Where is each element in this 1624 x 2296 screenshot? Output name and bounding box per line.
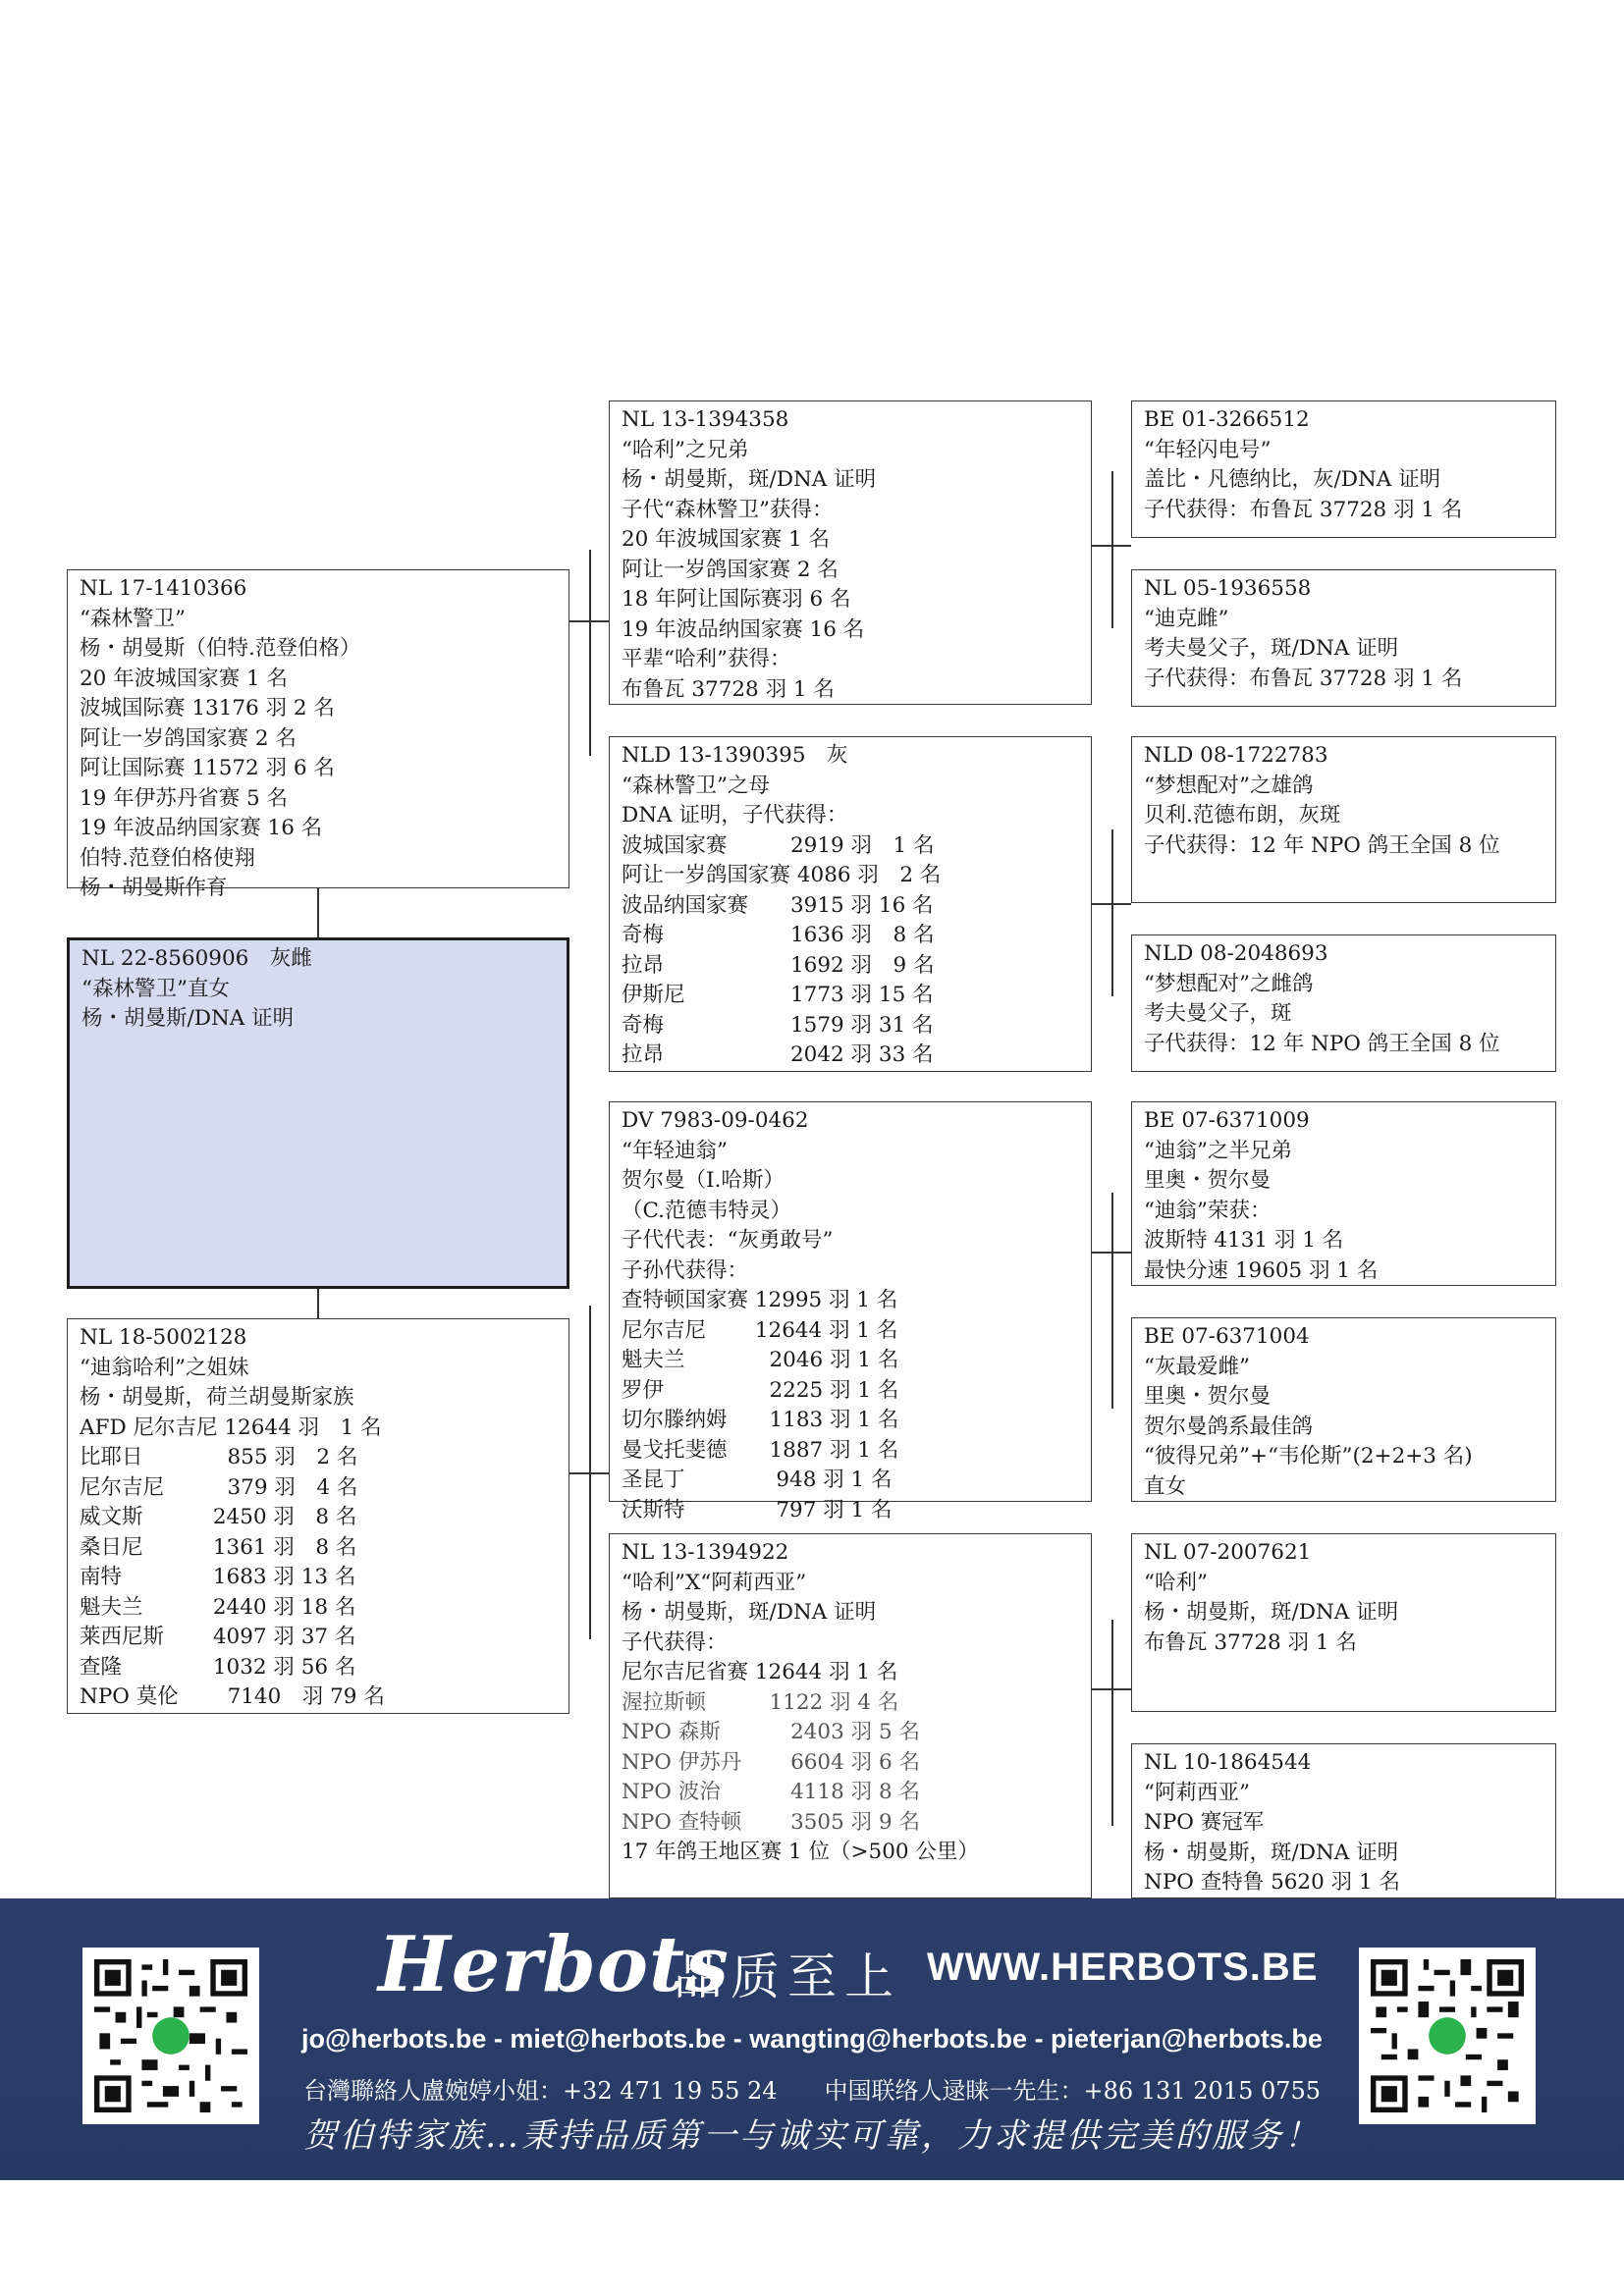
pedigree-line: 比耶日 855 羽 2 名: [80, 1445, 358, 1469]
pedigree-line: “年轻闪电号”: [1144, 437, 1272, 462]
footer-banner: [0, 1898, 1624, 2180]
pedigree-line: 19 年波品纳国家赛 16 名: [622, 616, 865, 642]
ring-number: NL 13-1394358: [622, 407, 789, 432]
pedigree-line: 曼戈托斐德 1887 羽 1 名: [622, 1437, 899, 1463]
pedigree-line: NPO 查特鲁 5620 羽 1 名: [1144, 1870, 1400, 1895]
ring-number: NL 05-1936558: [1144, 576, 1312, 601]
pedigree-line: “迪翁”荣获：: [1144, 1198, 1272, 1223]
pedigree-line: 杨・胡曼斯，斑/DNA 证明: [622, 1600, 877, 1625]
connector-dd-bracket: [1111, 1620, 1113, 1826]
pedigree-line: 波斯特 4131 羽 1 名: [1144, 1228, 1344, 1253]
connector-ds-bracket: [1111, 1193, 1113, 1409]
pedigree-line: 杨・胡曼斯，斑/DNA 证明: [1144, 1600, 1399, 1625]
ring-number: NL 17-1410366: [80, 576, 247, 601]
pedigree-line: NPO 波治 4118 羽 8 名: [622, 1780, 920, 1804]
company-motto: 贺伯特家族…秉持品质第一与诚实可靠，力求提供完美的服务！: [303, 2116, 1321, 2156]
ring-number: NL 18-5002128: [80, 1325, 247, 1350]
pedigree-line: 布鲁瓦 37728 羽 1 名: [1144, 1629, 1357, 1655]
pedigree-line: 子代获得：12 年 NPO 鸽王全国 8 位: [1144, 1031, 1500, 1056]
pedigree-line: 波城国家赛 2919 羽 1 名: [622, 832, 935, 858]
connector-sire-bracket: [589, 550, 591, 756]
pedigree-line: NPO 伊苏丹 6604 羽 6 名: [622, 1749, 920, 1775]
pedigree-line: “森林警卫”之母: [622, 773, 770, 798]
pedigree-line: NPO 查特顿 3505 羽 9 名: [622, 1809, 920, 1835]
pedigree-card-sdd: [1131, 934, 1556, 1072]
pedigree-line: 里奥・贺尔曼: [1144, 1168, 1272, 1193]
pedigree-line: 子代“森林警卫”获得：: [622, 497, 834, 522]
pedigree-line: “哈利”之兄弟: [622, 437, 749, 462]
website-link[interactable]: WWW.HERBOTS.BE: [927, 1946, 1319, 1989]
ring-number: NL 22-8560906 灰雌: [81, 946, 312, 971]
brand-slogan: 品质至上: [674, 1949, 901, 2005]
pedigree-line: 奇梅 1636 羽 8 名: [622, 923, 935, 947]
contact-phones: 台灣聯絡人盧婉婷小姐：+32 471 19 55 24 中国联络人逯睐一先生：+86 131 2015 0755: [302, 2077, 1322, 2105]
pedigree-line: “灰最爱雌”: [1144, 1354, 1250, 1379]
pedigree-line: 贺尔曼鸽系最佳鸽: [1144, 1414, 1314, 1439]
pedigree-line: 子代获得：: [622, 1629, 728, 1655]
pedigree-line: 杨・胡曼斯/DNA 证明: [81, 1006, 295, 1031]
pedigree-line: （C.范德韦特灵）: [622, 1198, 792, 1223]
pedigree-line: 南特 1683 羽 13 名: [80, 1565, 356, 1589]
pedigree-line: 布鲁瓦 37728 羽 1 名: [622, 676, 835, 702]
pedigree-line: 17 年鸽王地区赛 1 位（>500 公里）: [622, 1840, 979, 1864]
pedigree-card-ddd: [1131, 1743, 1556, 1898]
pedigree-line: 阿让一岁鸽国家赛 2 名: [80, 725, 297, 751]
ring-number: NL 10-1864544: [1144, 1750, 1312, 1775]
pedigree-card-dds: [1131, 1533, 1556, 1712]
pedigree-card-sire: [67, 569, 569, 900]
pedigree-line: NPO 莫伦 7140 羽 79 名: [80, 1684, 385, 1709]
pedigree-line: 拉昂 1692 羽 9 名: [622, 952, 935, 978]
pedigree-line: NPO 森斯 2403 羽 5 名: [622, 1720, 920, 1744]
pedigree-line: 20 年波城国家赛 1 名: [80, 666, 289, 691]
pedigree-line: “森林警卫”: [80, 606, 186, 631]
pedigree-line: 考夫曼父子，斑: [1144, 1001, 1292, 1026]
pedigree-line: 阿让国际赛 11572 羽 6 名: [80, 756, 335, 780]
ring-number: BE 07-6371009: [1144, 1108, 1310, 1133]
connector-dam-bracket: [589, 1306, 591, 1639]
pedigree-line: 查隆 1032 羽 56 名: [80, 1654, 356, 1680]
pedigree-line: “梦想配对”之雌鸽: [1144, 971, 1314, 996]
pedigree-line: AFD 尼尔吉尼 12644 羽 1 名: [80, 1415, 382, 1440]
contact-emails[interactable]: jo@herbots.be - miet@herbots.be - wangting@herbots.be - pieterjan@herbots.be: [301, 2024, 1323, 2054]
pedigree-line: 杨・胡曼斯，荷兰胡曼斯家族: [80, 1385, 354, 1410]
ring-number: NLD 08-2048693: [1144, 941, 1328, 966]
pedigree-line: 杨・胡曼斯，斑/DNA 证明: [622, 467, 877, 492]
pedigree-line: 圣昆丁 948 羽 1 名: [622, 1468, 893, 1492]
ring-number: NLD 08-1722783: [1144, 743, 1328, 768]
pedigree-line: 杨・胡曼斯（伯特.范登伯格）: [80, 636, 361, 661]
pedigree-card-dam-sire: [609, 1101, 1092, 1522]
pedigree-line: 18 年阿让国际赛羽 6 名: [622, 587, 851, 612]
pedigree-card-dss: [1131, 1101, 1556, 1286]
connector-sd-bracket: [1111, 829, 1113, 996]
pedigree-line: 直女: [1144, 1473, 1187, 1499]
pedigree-line: DNA 证明，子代获得：: [622, 803, 848, 828]
pedigree-line: 杨・胡曼斯，斑/DNA 证明: [1144, 1840, 1399, 1865]
pedigree-card-sss: [1131, 400, 1556, 538]
pedigree-line: 贝利.范德布朗，灰斑: [1144, 803, 1341, 828]
ring-number: DV 7983-09-0462: [622, 1108, 809, 1133]
pedigree-line: 莱西尼斯 4097 羽 37 名: [80, 1625, 356, 1649]
pedigree-line: 子代获得：12 年 NPO 鸽王全国 8 位: [1144, 832, 1500, 858]
pedigree-line: 波品纳国家赛 3915 羽 16 名: [622, 892, 934, 918]
pedigree-line: 桑日尼 1361 羽 8 名: [80, 1534, 357, 1560]
pedigree-line: “年轻迪翁”: [622, 1138, 728, 1163]
pedigree-line: 查特顿国家赛 12995 羽 1 名: [622, 1288, 898, 1312]
pedigree-line: 里奥・贺尔曼: [1144, 1384, 1272, 1409]
pedigree-card-sire-dam: [609, 736, 1092, 1072]
pedigree-line: “梦想配对”之雄鸽: [1144, 773, 1314, 798]
pedigree-line: 魁夫兰 2440 羽 18 名: [80, 1594, 356, 1620]
pedigree-line: NPO 赛冠军: [1144, 1810, 1265, 1835]
pedigree-line: 子孙代获得：: [622, 1257, 749, 1283]
pedigree-line: “迪克雌”: [1144, 606, 1229, 631]
pedigree-line: 奇梅 1579 羽 31 名: [622, 1012, 934, 1038]
pedigree-line: 拉昂 2042 羽 33 名: [622, 1042, 934, 1067]
pedigree-line: “哈利”: [1144, 1570, 1208, 1595]
pedigree-line: 尼尔吉尼 379 羽 4 名: [80, 1474, 358, 1500]
pedigree-line: 阿让一岁鸽国家赛 2 名: [622, 557, 839, 582]
pedigree-line: 19 年伊苏丹省赛 5 名: [80, 785, 289, 811]
pedigree-line: 子代获得：布鲁瓦 37728 羽 1 名: [1144, 666, 1463, 691]
ring-number: BE 01-3266512: [1144, 407, 1310, 432]
ring-number: BE 07-6371004: [1144, 1324, 1310, 1349]
pedigree-line: “迪翁哈利”之姐妹: [80, 1355, 249, 1380]
pedigree-line: 盖比・凡德纳比，灰/DNA 证明: [1144, 467, 1441, 492]
pedigree-line: 最快分速 19605 羽 1 名: [1144, 1257, 1379, 1283]
pedigree-line: 子代代表：“灰勇敢号”: [622, 1228, 834, 1253]
pedigree-line: “迪翁”之半兄弟: [1144, 1138, 1292, 1163]
pedigree-line: 伊斯尼 1773 羽 15 名: [622, 983, 934, 1007]
brand-logo: Herbots: [378, 1920, 730, 2009]
connector-ss-bracket: [1111, 471, 1113, 628]
pedigree-line: 考夫曼父子，斑/DNA 证明: [1144, 636, 1399, 661]
pedigree-line: 伯特.范登伯格使翔: [80, 845, 255, 871]
pedigree-line: 尼尔吉尼省赛 12644 羽 1 名: [622, 1660, 898, 1684]
pedigree-line: 尼尔吉尼 12644 羽 1 名: [622, 1317, 898, 1343]
pedigree-line: 子代获得：布鲁瓦 37728 羽 1 名: [1144, 497, 1463, 522]
pedigree-line: “哈利”X“阿莉西亚”: [622, 1570, 807, 1595]
pedigree-line: 魁夫兰 2046 羽 1 名: [622, 1348, 899, 1372]
pedigree-line: “彼得兄弟”+“韦伦斯”(2+2+3 名): [1144, 1444, 1473, 1468]
pedigree-line: 威文斯 2450 羽 8 名: [80, 1505, 357, 1529]
pedigree-line: 罗伊 2225 羽 1 名: [622, 1377, 899, 1403]
pedigree-card-subject: [67, 937, 569, 1289]
pedigree-line: 沃斯特 797 羽 1 名: [622, 1497, 893, 1522]
ring-number: NLD 13-1390395 灰: [622, 743, 848, 768]
pedigree-card-dam-dam: [609, 1533, 1092, 1898]
ring-number: NL 13-1394922: [622, 1540, 789, 1565]
pedigree-line: “阿莉西亚”: [1144, 1780, 1250, 1805]
pedigree-line: “森林警卫”直女: [81, 976, 230, 1001]
pedigree-line: 19 年波品纳国家赛 16 名: [80, 816, 323, 840]
pedigree-line: 贺尔曼（I.哈斯）: [622, 1168, 785, 1193]
pedigree-line: 渥拉斯顿 1122 羽 4 名: [622, 1689, 899, 1715]
pedigree-line: 20 年波城国家赛 1 名: [622, 527, 831, 552]
pedigree-line: 平辈“哈利”获得：: [622, 647, 791, 671]
pedigree-line: 切尔滕纳姆 1183 羽 1 名: [622, 1408, 899, 1432]
pedigree-line: 阿让一岁鸽国家赛 4086 羽 2 名: [622, 863, 942, 887]
pedigree-card-dam: [67, 1318, 569, 1714]
pedigree-card-ssd: [1131, 569, 1556, 707]
pedigree-line: 波城国际赛 13176 羽 2 名: [80, 696, 335, 721]
pedigree-card-sire-sire: [609, 400, 1092, 705]
connector-dam-vertical: [317, 1289, 319, 1318]
ring-number: NL 07-2007621: [1144, 1540, 1312, 1565]
pedigree-line: 杨・胡曼斯作育: [80, 876, 228, 900]
pedigree-card-sds: [1131, 736, 1556, 903]
pedigree-card-dsd: [1131, 1317, 1556, 1502]
